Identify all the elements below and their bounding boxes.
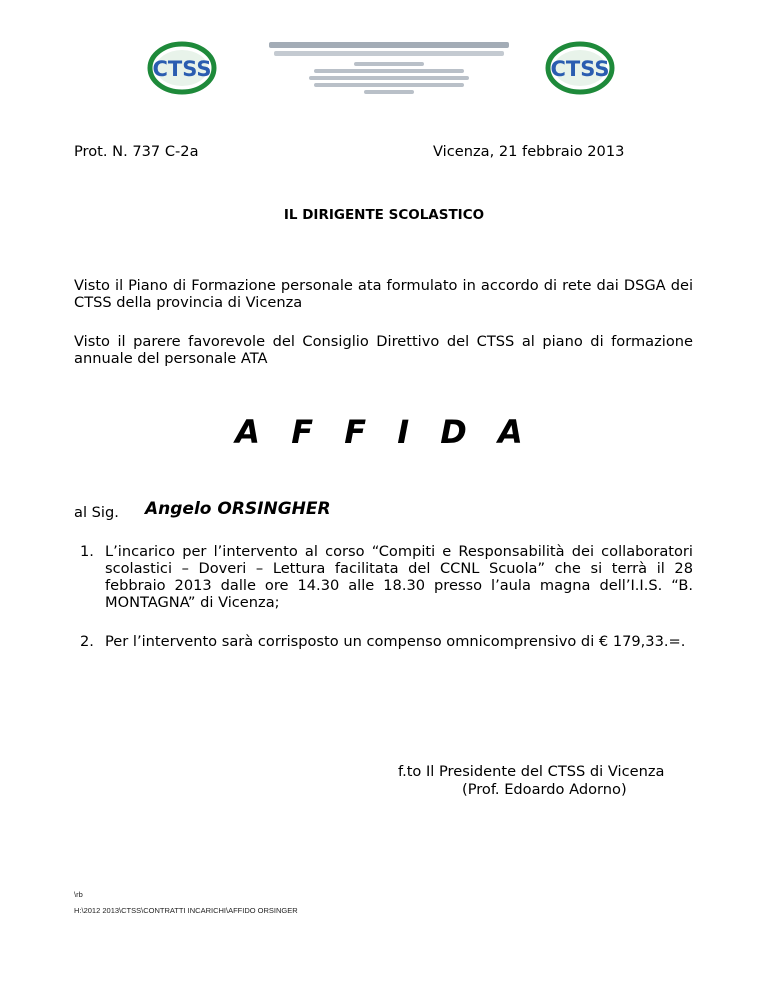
signature-line-1: f.to Il Presidente del CTSS di Vicenza bbox=[398, 763, 665, 780]
list-item-text: Per l’intervento sarà corrisposto un compenso omnicomprensivo di € 179,33.=. bbox=[105, 633, 686, 650]
list-item bbox=[80, 543, 693, 611]
list-item-number: 2. bbox=[80, 633, 94, 650]
ctss-logo bbox=[544, 40, 616, 96]
signature-line-2: (Prof. Edoardo Adorno) bbox=[462, 781, 627, 798]
recipient-name: Angelo ORSINGHER bbox=[145, 499, 331, 519]
logo-left-text: CTSS bbox=[152, 57, 212, 81]
ctss-logo bbox=[146, 40, 218, 96]
letterhead-institution-text bbox=[264, 42, 514, 102]
recital-2: Visto il parere favorevole del Consiglio Direttivo del CTSS al piano di formazione annuale del personale ATA bbox=[74, 333, 693, 367]
letterhead bbox=[140, 28, 630, 106]
recital-1: Visto il Piano di Formazione personale ata formulato in accordo di rete dai DSGA dei CTSS della provincia di Vicenza bbox=[74, 277, 693, 311]
list-item-number: 1. bbox=[80, 543, 94, 560]
place-date: Vicenza, 21 febbraio 2013 bbox=[433, 143, 625, 160]
recipient-prefix: al Sig. bbox=[74, 504, 119, 521]
footer-initials: \rb bbox=[74, 890, 83, 899]
logo-right-text: CTSS bbox=[550, 57, 610, 81]
protocol-number: Prot. N. 737 C-2a bbox=[74, 143, 199, 160]
footer-file-path: H:\2012 2013\CTSS\CONTRATTI INCARICHI\AFFIDO ORSINGER bbox=[74, 906, 298, 915]
list-item-text: L’incarico per l’intervento al corso “Compiti e Responsabilità dei collaboratori scolastici – Doveri – Lettura facilitata del CCNL Scuola” che si terrà il 28 febbraio 2013 dalle ore 14.30 alle 18.30 presso l’aula magna dell’I.I.S. “B. MONTAGNA” di Vicenza; bbox=[105, 543, 693, 611]
decision-heading: A F F I D A bbox=[235, 413, 533, 451]
list-item bbox=[80, 633, 693, 650]
issuer-title: IL DIRIGENTE SCOLASTICO bbox=[283, 207, 485, 223]
